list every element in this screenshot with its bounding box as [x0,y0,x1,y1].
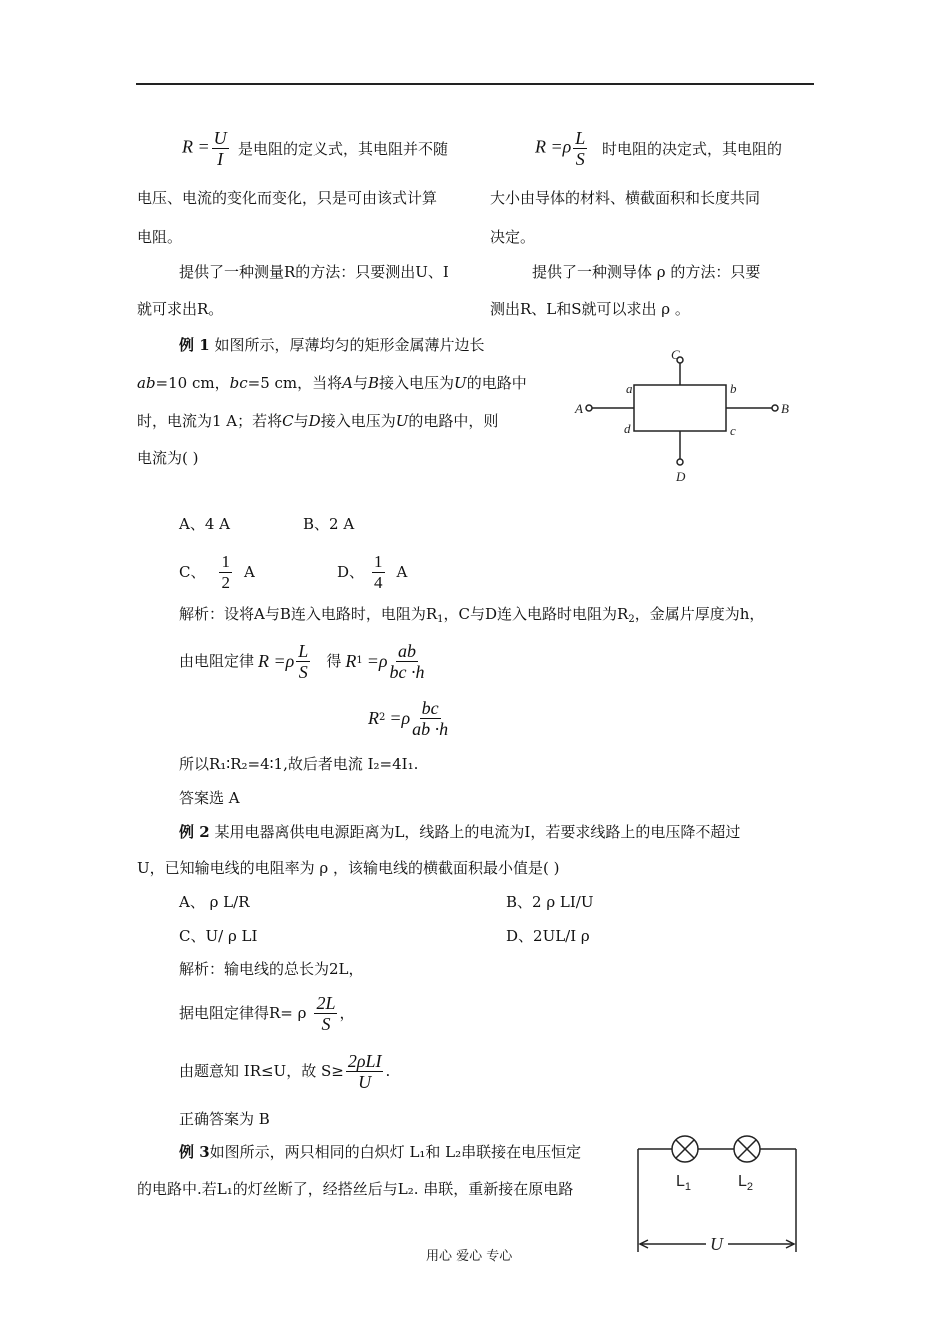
fraction [212,128,229,169]
label-B: B [781,401,789,416]
ex1-solution-line1 [179,605,764,629]
ex3-line1 [179,1143,581,1161]
denominator: I [217,149,224,169]
subscript: 2 [379,712,386,723]
text: 得 [326,652,342,670]
denominator: bc ·h [389,661,425,682]
numerator: bc [421,697,439,718]
text: C [282,412,294,430]
ex1-label: 例 1 [179,336,210,354]
denominator: 4 [374,572,383,592]
text: 与 [352,374,368,392]
fraction [314,993,337,1034]
subscript: 1 [684,1181,692,1193]
fraction [412,698,448,739]
denominator: ab ·h [412,718,449,739]
equals: =ρ [389,708,411,728]
text: . [385,1062,391,1080]
text: A [243,563,255,581]
right-line5: 测出R、L和S就可以求出 ρ 。 [490,300,690,318]
terminal-d [677,459,683,465]
formula-lhs: R =ρ [535,136,572,157]
definition-formula [182,128,231,169]
ex2-option-b: B、2 ρ LI/U [506,893,594,911]
label-c: c [730,423,736,438]
right-line1: 时电阻的决定式，其电阻的 [602,140,783,158]
text: =5 cm，当将 [247,374,343,392]
ex1-solution-line3 [368,695,450,741]
numerator: ab [398,640,416,661]
text: 的电路中，则 [408,412,499,430]
denominator: S [298,661,308,682]
ex1-line4: 电流为( ) [137,449,199,467]
text: C、 [179,563,206,581]
formula-lhs: R [368,708,379,728]
ex2-label: 例 2 [179,823,210,841]
ex2-option-c: C、U/ ρ LI [179,927,258,945]
fraction [346,1051,384,1092]
left-line3: 电阻。 [137,228,183,246]
label-d: d [624,421,631,436]
text: L [738,1173,747,1190]
denominator: U [358,1071,372,1092]
text: D、 [337,563,365,581]
equals: =ρ [366,651,388,671]
decision-formula [535,128,589,169]
text: L [676,1173,685,1190]
terminal-b [772,405,778,411]
ex1-solution-line2 [179,638,427,684]
right-line2: 大小由导体的材料、横截面积和长度共同 [490,189,761,207]
numerator: L [298,640,309,661]
text: =10 cm， [155,374,230,392]
ex2-solution-line2 [179,990,354,1036]
ex2-answer: 正确答案为 B [179,1110,270,1128]
text: A [342,374,353,392]
label-l1 [676,1173,691,1193]
text: bc [229,374,248,392]
ex1-option-a: A、4 A [179,515,230,533]
text: U [454,374,467,392]
formula-lhs: R = [182,136,210,157]
fraction [390,641,425,682]
subscript: 2 [628,614,635,625]
text: 如图所示，两只相同的白炽灯 L₁和 L₂串联接在电压恒定 [209,1143,582,1161]
ex2-line1 [179,823,740,841]
ex1-option-d [337,552,407,592]
text: D [308,412,321,430]
subscript: 1 [356,655,363,666]
label-l2 [738,1173,753,1193]
ex2-solution-line3 [179,1048,390,1094]
ex3-label: 例 3 [179,1143,210,1161]
label-u: U [710,1234,723,1254]
ex1-option-b: B、2 A [303,515,355,533]
numerator: 1 [221,551,230,571]
denominator: S [575,149,585,169]
label-a: a [626,381,633,396]
metal-plate-diagram [570,345,800,485]
left-line5: 就可求出R。 [137,300,224,318]
text: 的电路中 [466,374,527,392]
subscript: 2 [746,1181,754,1193]
subscript: 1 [437,614,444,625]
left-line1: 是电阻的定义式，其电阻并不随 [238,140,449,158]
formula-lhs: R =ρ [258,651,295,671]
fraction [296,641,310,682]
fraction [219,552,232,593]
ex1-solution-line4: 所以R₁∶R₂=4∶1,故后者电流 I₂=4I₁. [179,755,419,773]
text: ，C与D连入电路时电阻为R [443,605,629,623]
text: 由电阻定律 [179,652,255,670]
text: ab [137,374,156,392]
text: U [395,412,409,430]
text: 接入电压为 [379,374,455,392]
ex1-answer: 答案选 A [179,789,240,807]
label-b: b [730,381,737,396]
text: 与 [293,412,309,430]
fraction [372,552,385,593]
label-C: C [671,347,680,362]
text: 据电阻定律得R= ρ [179,1004,307,1022]
text: B [368,374,380,392]
ex1-line1 [179,336,484,354]
page-footer: 用心 爱心 专心 [426,1249,513,1264]
text: A [396,563,408,581]
ex2-solution-line1: 解析：输电线的总长为2L， [179,960,364,978]
text: 接入电压为 [320,412,396,430]
numerator: U [213,128,227,148]
text: 如图所示，厚薄均匀的矩形金属薄片边长 [209,336,485,354]
numerator: 2L [316,992,336,1013]
text: ， [339,1004,355,1022]
plate-rect [634,385,726,431]
lamp-circuit-diagram [630,1128,805,1260]
ex1-line2 [137,374,527,392]
numerator: L [575,128,586,148]
numerator: 1 [374,551,383,571]
fraction [573,128,587,169]
label-A: A [575,401,583,416]
text: 解析：设将A与B连入电路时，电阻为R [179,605,438,623]
ex1-line3 [137,412,498,430]
ex1-option-c [179,552,255,592]
denominator: S [321,1013,331,1034]
left-line2: 电压、电流的变化而变化，只是可由该式计算 [137,189,438,207]
denominator: 2 [221,572,230,592]
right-line4: 提供了一种测导体 ρ 的方法：只要 [532,263,761,281]
terminal-a [586,405,592,411]
ex2-option-d: D、2UL/I ρ [506,927,590,945]
text: 某用电器离供电电源距离为L，线路上的电流为I，若要求线路上的电压降不超过 [209,823,741,841]
header-rule [136,83,814,85]
text: 由题意知 IR≤U，故 S≥ [179,1062,344,1080]
formula-lhs: R [345,651,357,671]
left-line4: 提供了一种测量R的方法：只要测出U、I [179,263,449,281]
text: 时，电流为1 A；若将 [137,412,283,430]
right-line3: 决定。 [490,228,536,246]
ex2-option-a: A、 ρ L/R [179,893,250,911]
ex3-line2: 的电路中.若L₁的灯丝断了，经搭丝后与L₂. 串联，重新接在原电路 [137,1180,574,1198]
ex2-line2: U，已知输电线的电阻率为 ρ ，该输电线的横截面积最小值是( ) [137,859,560,877]
label-D: D [676,469,686,484]
text: ，金属片厚度为h， [634,605,765,623]
numerator: 2ρLI [347,1050,382,1071]
